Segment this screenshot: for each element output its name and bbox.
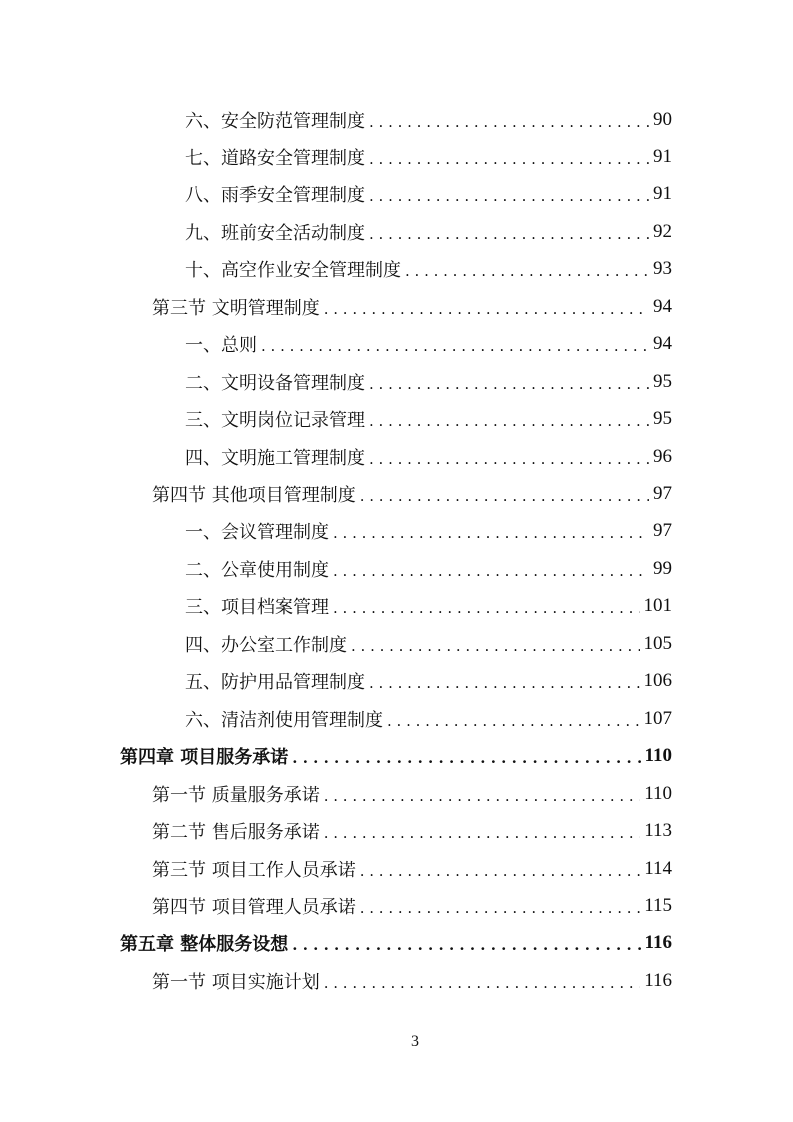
dot-leader xyxy=(324,821,640,841)
dot-leader xyxy=(351,634,640,654)
toc-section-entry[interactable] xyxy=(152,962,672,999)
toc-entry-page: 99 xyxy=(653,557,672,579)
toc-section-entry[interactable] xyxy=(152,476,672,513)
toc-entry-title: 第四节 项目管理人员承诺 xyxy=(152,896,356,918)
toc-entry-title: 第三节 文明管理制度 xyxy=(152,297,320,319)
toc-entry-title: 八、雨季安全管理制度 xyxy=(185,185,365,207)
toc-subsection-entry[interactable] xyxy=(185,176,672,213)
toc-entry-page: 93 xyxy=(653,258,672,280)
toc-entry-page: 92 xyxy=(653,220,672,242)
dot-leader xyxy=(292,933,640,953)
toc-entry-page: 96 xyxy=(653,445,672,467)
toc-entry-page: 95 xyxy=(653,408,672,430)
toc-entry-page: 90 xyxy=(653,108,672,130)
dot-leader xyxy=(324,297,649,317)
toc-entry-title: 第三节 项目工作人员承诺 xyxy=(152,859,356,881)
toc-entry-title: 第四节 其他项目管理制度 xyxy=(152,485,356,506)
toc-entry-page: 113 xyxy=(644,820,672,842)
toc-entry-title: 五、防护用品管理制度 xyxy=(185,672,365,694)
toc-subsection-entry[interactable] xyxy=(185,213,672,250)
toc-entry-title: 第二节 售后服务承诺 xyxy=(152,822,320,844)
toc-entry-page: 116 xyxy=(644,969,672,991)
dot-leader xyxy=(360,484,649,504)
dot-leader xyxy=(333,559,649,579)
toc-entry-page: 114 xyxy=(644,857,672,879)
toc-entry-page: 91 xyxy=(653,183,672,205)
toc-subsection-entry[interactable] xyxy=(185,700,672,737)
toc-entry-page: 106 xyxy=(643,670,672,692)
toc-entry-title: 三、文明岗位记录管理 xyxy=(185,410,365,432)
dot-leader xyxy=(369,372,649,392)
toc-entry-page: 110 xyxy=(644,745,672,767)
dot-leader xyxy=(369,184,649,204)
toc-entry-title: 三、项目档案管理 xyxy=(185,597,329,619)
dot-leader xyxy=(369,409,649,429)
toc-subsection-entry[interactable] xyxy=(185,663,672,700)
toc-subsection-entry[interactable] xyxy=(185,513,672,550)
toc-entry-title: 四、文明施工管理制度 xyxy=(185,447,365,469)
dot-leader xyxy=(324,784,640,804)
toc-entry-title: 一、会议管理制度 xyxy=(185,522,329,544)
toc-subsection-entry[interactable] xyxy=(185,550,672,587)
dot-leader xyxy=(333,521,649,541)
toc-subsection-entry[interactable] xyxy=(185,363,672,400)
toc-subsection-entry[interactable] xyxy=(185,401,672,438)
toc-section-entry[interactable] xyxy=(152,288,672,325)
toc-subsection-entry[interactable] xyxy=(185,138,672,175)
toc-subsection-entry[interactable] xyxy=(185,326,672,363)
toc-entry-title: 六、清洁剂使用管理制度 xyxy=(185,709,383,731)
dot-leader xyxy=(360,859,640,879)
dot-leader xyxy=(369,110,649,130)
toc-entry-page: 107 xyxy=(643,707,672,729)
toc-entry-title: 七、道路安全管理制度 xyxy=(185,147,365,169)
dot-leader xyxy=(369,671,640,691)
page-number: 3 xyxy=(411,1033,419,1050)
toc-entry-page: 97 xyxy=(653,483,672,504)
toc-entry-title: 二、公章使用制度 xyxy=(185,559,329,581)
toc-subsection-entry[interactable] xyxy=(185,588,672,625)
toc-entry-page: 97 xyxy=(653,520,672,542)
toc-subsection-entry[interactable] xyxy=(185,438,672,475)
dot-leader xyxy=(387,709,640,729)
toc-subsection-entry[interactable] xyxy=(185,625,672,662)
toc-entry-page: 110 xyxy=(644,782,672,804)
toc-entry-title: 第四章 项目服务承诺 xyxy=(120,747,289,769)
toc-subsection-entry[interactable] xyxy=(185,251,672,288)
toc-section-entry[interactable] xyxy=(152,775,672,812)
toc-section-entry[interactable] xyxy=(152,813,672,850)
toc-entry-page: 105 xyxy=(643,632,672,654)
toc-entry-page: 94 xyxy=(653,333,672,355)
toc-entry-title: 九、班前安全活动制度 xyxy=(185,222,365,244)
dot-leader xyxy=(405,259,649,279)
dot-leader xyxy=(369,222,649,242)
toc-entry-page: 115 xyxy=(644,894,672,916)
toc-entry-title: 二、文明设备管理制度 xyxy=(185,372,365,394)
toc-entry-title: 十、高空作业安全管理制度 xyxy=(185,260,401,282)
toc-entry-page: 101 xyxy=(643,595,672,617)
dot-leader xyxy=(261,334,649,354)
toc-chapter-entry[interactable] xyxy=(120,738,672,775)
toc-entry-title: 第一节 质量服务承诺 xyxy=(152,784,320,806)
toc-entry-title: 六、安全防范管理制度 xyxy=(185,110,365,132)
toc-entry-page: 116 xyxy=(644,932,672,954)
toc-entry-page: 95 xyxy=(653,370,672,392)
toc-entry-page: 91 xyxy=(653,145,672,167)
toc-subsection-entry[interactable] xyxy=(185,101,672,138)
toc-entry-title: 四、办公室工作制度 xyxy=(185,634,347,656)
dot-leader xyxy=(369,147,649,167)
toc-entry-page: 94 xyxy=(653,295,672,317)
toc-section-entry[interactable] xyxy=(152,850,672,887)
toc-entry-title: 第五章 整体服务设想 xyxy=(120,934,289,956)
dot-leader xyxy=(360,896,640,916)
toc-entry-title: 一、总则 xyxy=(185,335,257,357)
toc-section-entry[interactable] xyxy=(152,887,672,924)
dot-leader xyxy=(333,596,640,616)
toc-entry-title: 第一节 项目实施计划 xyxy=(152,971,320,993)
toc-chapter-entry[interactable] xyxy=(120,925,672,962)
dot-leader xyxy=(292,746,640,766)
dot-leader xyxy=(369,447,649,467)
dot-leader xyxy=(324,971,640,991)
